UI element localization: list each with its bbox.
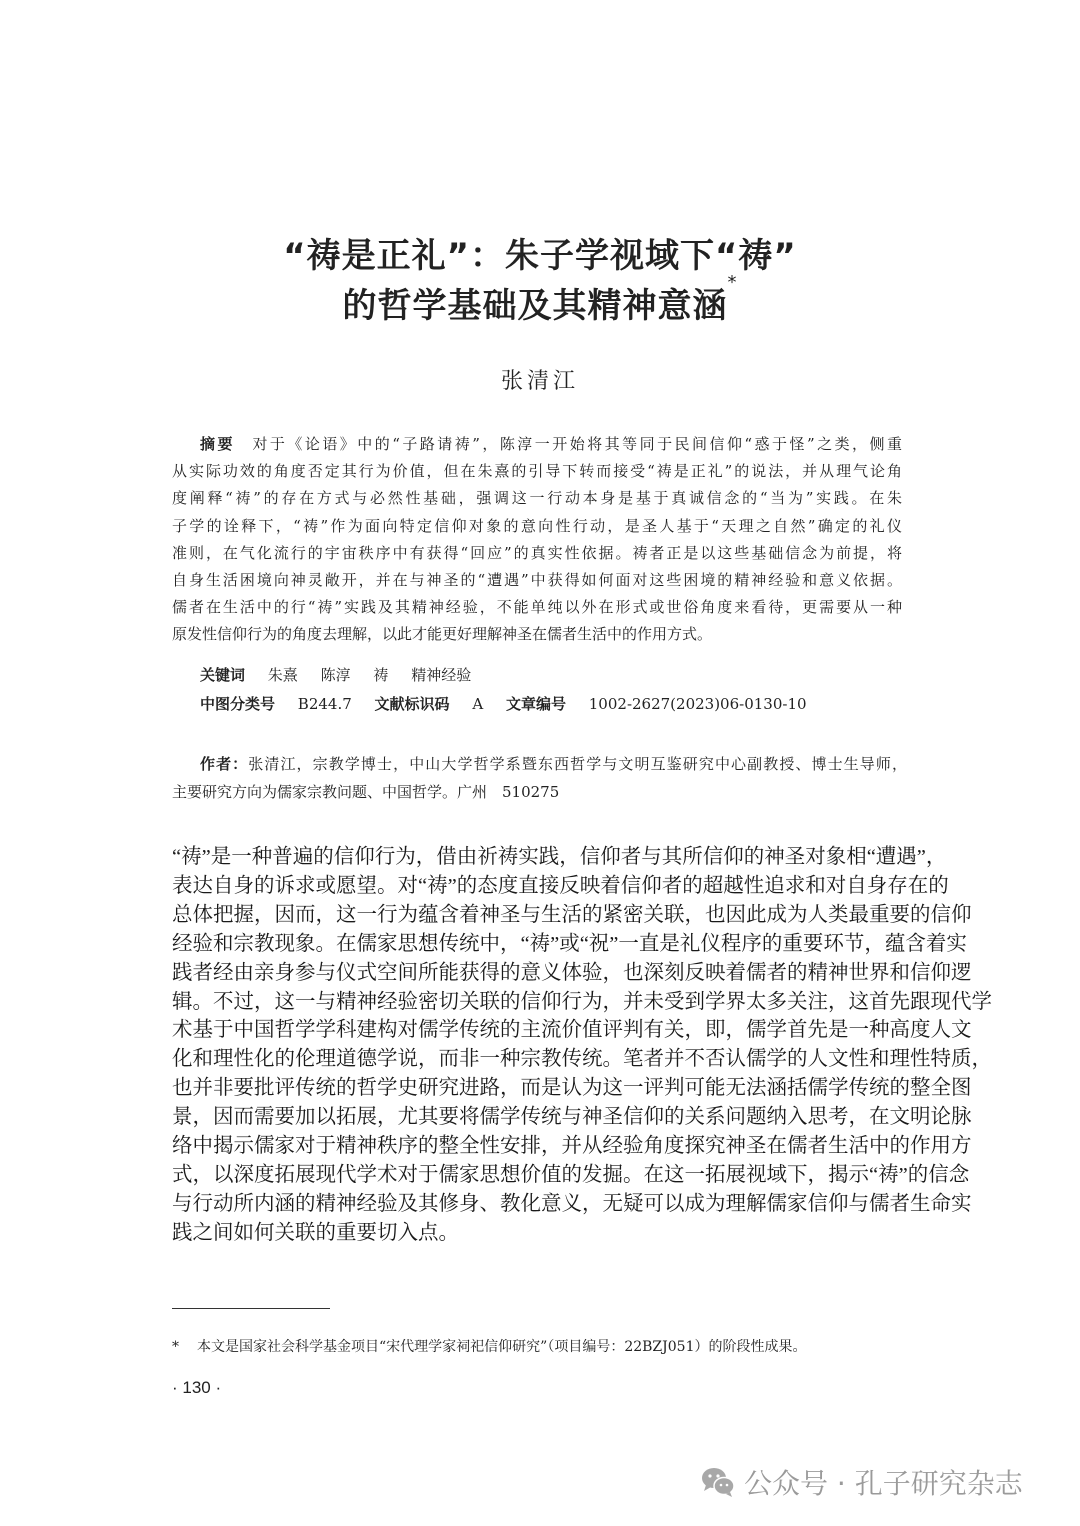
article-no-label: 文章编号 — [505, 695, 566, 713]
title-line-2 — [0, 272, 1080, 327]
body-line: 总体把握，因而，这一行为蕴含着神圣与生活的紧密关联，也因此成为人类最重要的信仰 — [172, 903, 972, 926]
keywords-label: 关键词 — [200, 666, 246, 684]
author-name: 张清江 — [500, 369, 579, 394]
body-line: 式，以深度拓展现代学术对于儒家思想价值的发掘。在这一拓展视域下，揭示“祷”的信念 — [172, 1163, 970, 1186]
keywords — [200, 664, 489, 685]
author-info-text: 张清江，宗教学博士，中山大学哲学系暨东西哲学与文明互鉴研究中心副教授、博士生导师， — [248, 755, 907, 773]
doc-code-value: A — [472, 695, 484, 713]
doc-code-label: 文献标识码 — [374, 695, 450, 713]
abstract-line: 儒者在生活中的行“祷”实践及其精神经验，不能单纯以外在形式或世俗角度来看待，更需要从一种 — [172, 598, 902, 617]
watermark-text: 公众号 · 孔子研究杂志 — [744, 1467, 1023, 1500]
body-line: 践者经由亲身参与仪式空间所能获得的意义体验，也深刻反映着儒者的精神世界和信仰逻 — [172, 961, 972, 984]
keyword: 精神经验 — [411, 666, 472, 684]
body-line: 与行动所内涵的精神经验及其修身、教化意义，无疑可以成为理解儒家信仰与儒者生命实 — [172, 1192, 972, 1215]
abstract-line: 从实际功效的角度否定其行为价值，但在朱熹的引导下转而接受“祷是正礼”的说法，并从理气论角 — [172, 462, 902, 481]
body-line: 表达自身的诉求或愿望。对“祷”的态度直接反映着信仰者的超越性追求和对自身存在的 — [172, 874, 949, 897]
footnote-mark: * — [172, 1339, 179, 1355]
body-line: 术基于中国哲学学科建构对儒学传统的主流价值评判有关，即，儒学首先是一种高度人文 — [172, 1019, 972, 1042]
body-text — [172, 843, 992, 1248]
abstract-line: 准则，在气化流行的宇宙秩序中有获得“回应”的真实性依据。祷者正是以这些基础信念为前提，将 — [172, 543, 902, 562]
classification — [200, 693, 825, 714]
title-line-2-text: 的哲学基础及其精神意涵 — [342, 286, 728, 326]
footnote-text: 本文是国家社会科学基金项目“宋代理学家祠祀信仰研究”（项目编号：22BZJ051）的阶段性成果。 — [197, 1339, 807, 1355]
keyword: 祷 — [373, 666, 389, 684]
footnote — [172, 1336, 806, 1356]
abstract-label: 摘要 — [200, 435, 235, 453]
keyword: 朱熹 — [267, 666, 298, 684]
abstract-text: 对于《论语》中的“子路请祷”，陈淳一开始将其等同于民间信仰“惑于怪”之类，侧重 — [252, 435, 902, 453]
abstract-line: 原发性信仰行为的角度去理解，以此才能更好理解神圣在儒者生活中的作用方式。 — [172, 625, 713, 644]
title-line-1: “祷是正礼”：朱子学视域下“祷” — [283, 236, 797, 276]
abstract — [172, 431, 902, 649]
body-line: 经验和宗教现象。在儒家思想传统中，“祷”或“祝”一直是礼仪程序的重要环节，蕴含着实 — [172, 932, 967, 955]
author-info-line: 主要研究方向为儒家宗教问题、中国哲学。广州 510275 — [172, 783, 560, 801]
body-line: 化和理性化的伦理道德学说，而非一种宗教传统。笔者并不否认儒学的人文性和理性特质， — [172, 1048, 992, 1071]
body-line: 景，因而需要加以拓展，尤其要将儒学传统与神圣信仰的关系问题纳入思考，在文明论脉 — [172, 1106, 972, 1129]
abstract-line — [172, 431, 902, 458]
author-info-label: 作者： — [200, 755, 249, 773]
author-info-line — [172, 750, 907, 778]
title-footnote-mark: * — [727, 272, 738, 293]
keyword: 陈淳 — [320, 666, 351, 684]
abstract-line: 度阐释“祷”的存在方式与必然性基础，强调这一行动本身是基于真诚信念的“当为”实践。在朱 — [172, 489, 902, 508]
body-line: 辑。不过，这一与精神经验密切关联的信仰行为，并未受到学界太多关注，这首先跟现代学 — [172, 990, 992, 1013]
body-line: 践之间如何关联的重要切入点。 — [172, 1221, 459, 1244]
footnote-divider — [172, 1308, 330, 1309]
body-line: 也并非要批评传统的哲学史研究进路，而是认为这一评判可能无法涵括儒学传统的整全图 — [172, 1077, 972, 1100]
watermark — [700, 1462, 1023, 1502]
body-line: 络中揭示儒家对于精神秩序的整全性安排，并从经验角度探究神圣在儒者生活中的作用方 — [172, 1135, 972, 1158]
abstract-line: 子学的诠释下，“祷”作为面向特定信仰对象的意向性行动，是圣人基于“天理之自然”确定的礼仪 — [172, 516, 902, 535]
clc-label: 中图分类号 — [200, 695, 276, 713]
page-number: · 130 · — [172, 1378, 222, 1397]
author-info — [172, 750, 907, 806]
abstract-line: 自身生活困境向神灵敞开，并在与神圣的“遭遇”中获得如何面对这些困境的精神经验和意义依据。 — [172, 571, 902, 590]
article-no-value: 1002-2627(2023)06-0130-10 — [588, 695, 807, 713]
body-line: “祷”是一种普遍的信仰行为，借由祈祷实践，信仰者与其所信仰的神圣对象相“遭遇”， — [172, 846, 947, 868]
wechat-icon — [700, 1466, 736, 1498]
clc-value: B244.7 — [297, 695, 352, 713]
